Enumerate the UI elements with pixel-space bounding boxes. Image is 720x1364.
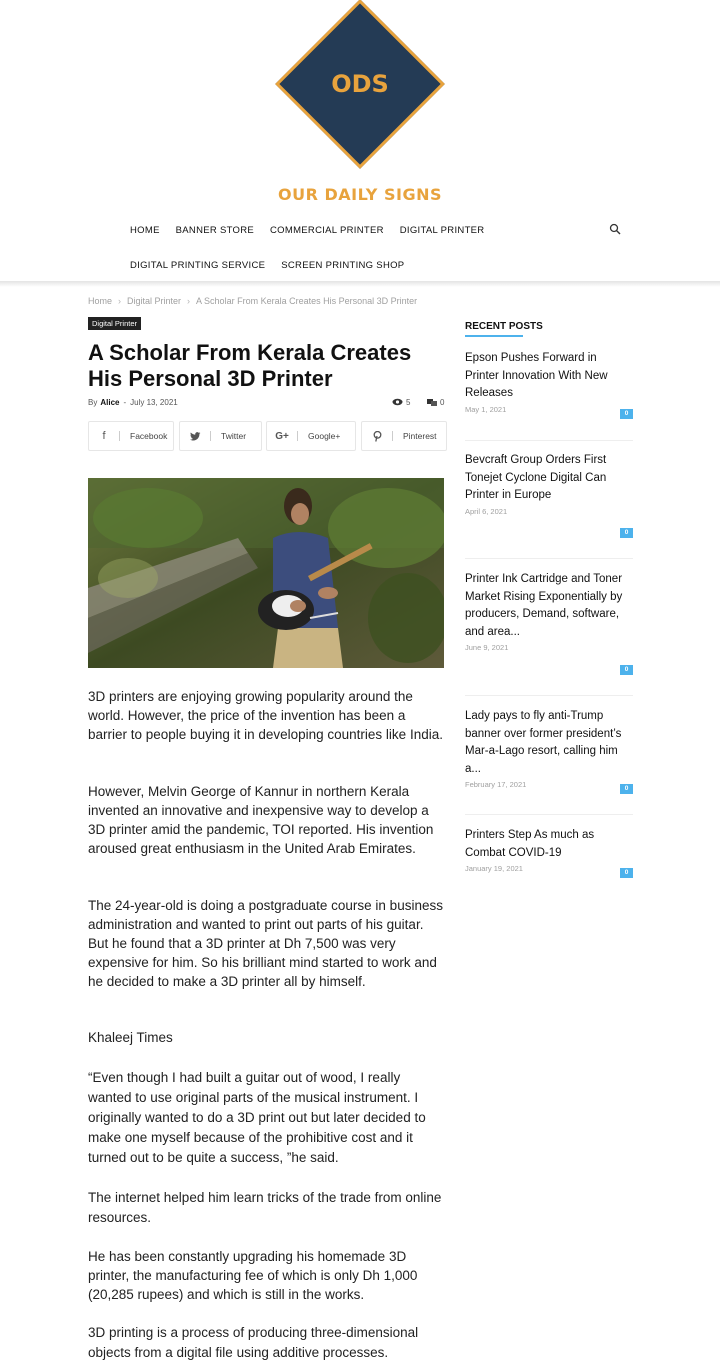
site-logo[interactable]: [264, 0, 456, 210]
recent-post-date: April 6, 2021: [465, 506, 508, 516]
article-paragraph: However, Melvin George of Kannur in northern Kerala invented an innovative and inexpensive way to develop a 3D printer amid the pandemic, TOI reported. His invention aroused great enthusiasm in the United Arab Emirates.: [88, 784, 434, 856]
article-paragraph: He has been constantly upgrading his homemade 3D printer, the manufacturing fee of which is only Dh 1,000 (20,285 rupees) and which is still in the works.: [88, 1249, 418, 1302]
share-twitter-label: Twitter: [221, 431, 247, 441]
facebook-icon: f: [102, 430, 106, 442]
nav-item-digital-printer[interactable]: DIGITAL PRINTER: [399, 225, 485, 236]
share-googleplus-label: Google+: [308, 431, 341, 441]
comment-icon: [427, 398, 437, 406]
breadcrumb: [88, 296, 417, 306]
main-nav-row-2: [130, 260, 417, 271]
article-paragraph: The 24-year-old is doing a postgraduate course in business administration and wanted to print out parts of his guitar. But he found that a 3D printer at Dh 7,500 was very expensive for him. So his brilliant mind started to work and he decided to make a 3D printer all by himself.: [88, 898, 443, 989]
share-googleplus-button[interactable]: [266, 421, 356, 451]
recent-post-item: [465, 708, 633, 792]
header-divider: [0, 281, 720, 287]
recent-post-item: [465, 350, 633, 417]
eye-icon: [392, 398, 403, 406]
recent-post-item: [465, 827, 633, 876]
nav-item-banner-store[interactable]: BANNER STORE: [175, 225, 255, 236]
post-divider: [465, 814, 633, 815]
recent-post-date: February 17, 2021: [465, 780, 527, 789]
recent-post-title[interactable]: Lady pays to fly anti-Trump banner over former president’s Mar-a-Lago resort, calling him a...: [465, 710, 622, 775]
recent-post-date: June 9, 2021: [465, 643, 509, 652]
by-label: By: [88, 398, 98, 407]
share-facebook-label: Facebook: [130, 431, 168, 441]
article-paragraph: 3D printing is a process of producing three-dimensional objects from a digital file using additive processes.: [88, 1325, 419, 1360]
recent-post-item: [465, 571, 633, 673]
comments-count[interactable]: [427, 398, 444, 407]
article-hero-image: [88, 478, 444, 668]
article-paragraph: “Even though I had built a guitar out of wood, I really wanted to use original parts of the musical instrument. I originally wanted to do a 3D print out but later decided to make one myself because of the prohibitive cost and it turned out to be quite a success, ”he said.: [88, 1070, 426, 1165]
pinterest-icon: [362, 431, 392, 442]
comments-value: 0: [440, 398, 445, 407]
article-paragraph: Khaleej Times: [88, 1030, 173, 1045]
post-divider: [465, 695, 633, 696]
recent-post-date: January 19, 2021: [465, 864, 523, 873]
logo-abbr: ODS: [331, 70, 389, 98]
googleplus-icon: G+: [275, 430, 289, 442]
recent-post-item: [465, 452, 633, 536]
share-facebook-button[interactable]: [88, 421, 174, 451]
recent-post-date: May 1, 2021: [465, 404, 507, 414]
comment-count-badge[interactable]: 0: [620, 784, 633, 794]
nav-item-commercial-printer[interactable]: COMMERCIAL PRINTER: [270, 225, 384, 236]
share-twitter-button[interactable]: [179, 421, 262, 451]
share-pinterest-label: Pinterest: [403, 431, 437, 441]
article-paragraph: The internet helped him learn tricks of the trade from online resources.: [88, 1190, 442, 1225]
comment-count-badge[interactable]: 0: [620, 528, 633, 538]
twitter-icon: [180, 432, 210, 441]
main-nav-row-1: [130, 225, 497, 236]
article-title: A Scholar From Kerala Creates His Personal 3D Printer: [88, 340, 412, 391]
article-meta: By Alice - July 13, 2021: [88, 398, 178, 407]
comment-count-badge[interactable]: 0: [620, 409, 633, 419]
recent-post-title[interactable]: Printers Step As much as Combat COVID-19: [465, 829, 595, 859]
comment-count-badge[interactable]: 0: [620, 665, 633, 675]
nav-item-screen-printing-shop[interactable]: SCREEN PRINTING SHOP: [281, 260, 405, 271]
nav-item-digital-printing-service[interactable]: DIGITAL PRINTING SERVICE: [130, 260, 266, 271]
nav-item-home[interactable]: HOME: [130, 225, 160, 236]
search-icon[interactable]: [609, 223, 621, 235]
views-value: 5: [406, 398, 411, 407]
post-divider: [465, 558, 633, 559]
category-badge[interactable]: Digital Printer: [88, 317, 141, 330]
heading-underline: [465, 335, 523, 337]
recent-posts-heading: RECENT POSTS: [465, 321, 543, 332]
breadcrumb-chevron-icon: ›: [118, 296, 122, 306]
logo-name: OUR DAILY SIGNS: [278, 185, 442, 204]
post-divider: [465, 440, 633, 441]
breadcrumb-current: A Scholar From Kerala Creates His Personal 3D Printer: [196, 296, 418, 306]
share-pinterest-button[interactable]: [361, 421, 447, 451]
recent-post-title[interactable]: Bevcraft Group Orders First Tonejet Cyclone Digital Can Printer in Europe: [465, 454, 607, 501]
breadcrumb-category[interactable]: Digital Printer: [127, 296, 182, 306]
breadcrumb-home[interactable]: Home: [88, 296, 113, 306]
recent-post-title[interactable]: Epson Pushes Forward in Printer Innovation With New Releases: [465, 352, 608, 399]
article-date: July 13, 2021: [130, 398, 178, 407]
recent-post-title[interactable]: Printer Ink Cartridge and Toner Market Rising Exponentially by producers, Demand, software, and area...: [465, 573, 623, 638]
author-link[interactable]: Alice: [100, 398, 120, 407]
article-paragraph: 3D printers are enjoying growing popularity around the world. However, the price of the invention has been a barrier to people buying it in developing countries like India.: [88, 689, 443, 742]
comment-count-badge[interactable]: 0: [620, 868, 633, 878]
views-count: [392, 398, 410, 407]
breadcrumb-chevron-icon: ›: [187, 296, 191, 306]
